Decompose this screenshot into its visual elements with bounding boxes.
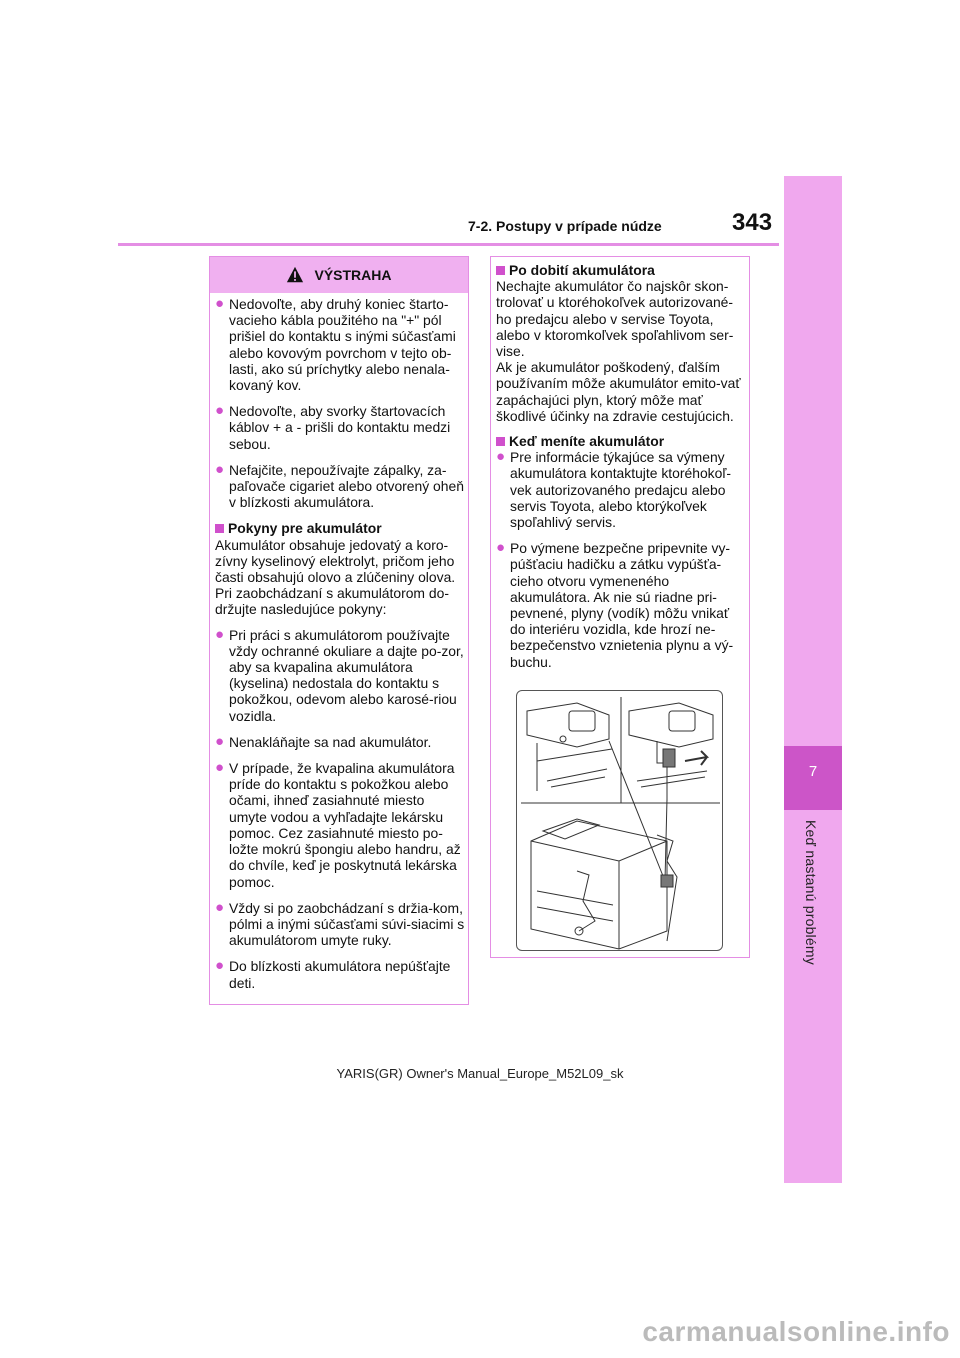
- section-title: 7-2. Postupy v prípade núdze: [468, 218, 662, 234]
- bullet-dot-icon: ●: [215, 460, 225, 478]
- bullet-dot-icon: ●: [496, 448, 506, 466]
- list-item: ● V prípade, že kvapalina akumulátora príde do kontaktu s pokožkou alebo očami, ihneď zasiahnuté miesto umyte vodou a vyhľadajte lekársku pomoc. Cez zasiahnuté miesto po-ložte mokrú špongiu alebo handru, až do chvíle, keď je poskytnutá lekárska pomoc.: [215, 759, 461, 890]
- bullet-dot-icon: ●: [215, 625, 225, 643]
- list-item: ● Do blízkosti akumulátora nepúšťajte deti.: [215, 957, 451, 991]
- section-text: Nechajte akumulátor čo najskôr skon-trolovať u ktoréhokoľvek autorizované-ho predajcu alebo v servise Toyota, alebo v ktoromkoľvek spoľahlivom ser-vise.: [496, 278, 734, 360]
- bullet-dot-icon: ●: [215, 402, 225, 420]
- square-bullet-icon: [496, 437, 505, 446]
- list-item: ● Nenakláňajte sa nad akumulátor.: [215, 732, 432, 750]
- warning-triangle-icon: [286, 266, 304, 284]
- bullet-dot-icon: ●: [215, 759, 225, 777]
- list-item: ● Pri práci s akumulátorom používajte vždy ochranné okuliare a dajte po-zor, aby sa kvapalina akumulátora (kyselina) nedostala do kontaktu s pokožkou, odevom alebo karosé-riou vozidla.: [215, 625, 464, 724]
- watermark: carmanualsonline.info: [642, 1316, 950, 1347]
- chapter-number: 7: [808, 763, 818, 780]
- section-heading: Keď meníte akumulátor: [496, 433, 748, 449]
- bullet-dot-icon: ●: [496, 539, 506, 557]
- header-rule: [118, 243, 779, 246]
- list-item: ● Pre informácie týkajúce sa výmeny akumulátora kontaktujte ktoréhokoľ-vek autorizovaného predajcu alebo servis Toyota, alebo ktorýkoľvek spoľahlivý servis.: [496, 448, 732, 531]
- bullet-dot-icon: ●: [215, 732, 225, 750]
- square-bullet-icon: [215, 524, 224, 533]
- list-item: ● Po výmene bezpečne pripevnite vy-púšťaciu hadičku a zátku vypúšťa-cieho otvoru vymeneného akumulátora. Ak nie sú riadne pri-pevnené, plyny (vodík) môžu vnikať do interiéru vozidla, kde hrozí ne-bezpečenstvo vznietenia plynu a vý-buchu.: [496, 539, 734, 670]
- section-text: Ak je akumulátor poškodený, ďalším používaním môže akumulátor emito-vať zapáchajúci plyn, ktorý môže mať škodlivé účinky na zdravie cestujúcich.: [496, 359, 741, 424]
- chapter-title: Keď nastanú problémy: [803, 820, 819, 965]
- battery-illustration: [516, 690, 723, 951]
- section-heading: Po dobití akumulátora: [496, 262, 748, 278]
- bullet-dot-icon: ●: [215, 295, 225, 312]
- list-item: ● Vždy si po zaobchádzaní s držia-kom, pólmi a inými súčasťami súvi-siacimi s akumulátorom umyte ruky.: [215, 898, 465, 949]
- list-item: ● Nefajčite, nepoužívajte zápalky, za-paľovače cigariet alebo otvorený oheň v blízkosti akumulátora.: [215, 460, 464, 511]
- battery-precautions-section: [215, 520, 465, 990]
- warning-title: VÝSTRAHA: [314, 267, 392, 283]
- list-item: ● Nedovoľte, aby svorky štartovacích káblov + a - prišli do kontaktu medzi sebou.: [215, 402, 451, 452]
- warning-header: [210, 257, 468, 293]
- chapter-side-tab: [784, 176, 842, 1183]
- warning-content: [215, 296, 465, 1001]
- section-text: Akumulátor obsahuje jedovatý a koro-zívny kyselinový elektrolyt, pričom jeho časti obsahujú olovo a zlúčeniny olova. Pri zaobchádzaní s akumulátorom do-držujte nasledujúce pokyny:: [215, 536, 456, 618]
- bullet-dot-icon: ●: [215, 957, 225, 975]
- bullet-dot-icon: ●: [215, 898, 225, 916]
- page-number: 343: [732, 209, 773, 236]
- info-content: [496, 262, 748, 680]
- battery-drain-hose-drawing: [517, 691, 723, 951]
- section-heading: Pokyny pre akumulátor: [215, 520, 465, 536]
- footer-text: YARIS(GR) Owner's Manual_Europe_M52L09_sk: [336, 1066, 624, 1081]
- list-item: ● Nedovoľte, aby druhý koniec štarto-vacieho kábla použitého na "+" pól prišiel do kontaktu s inými súčasťami alebo kovovým povrchom v tejto ob-lasti, ako sú príchytky alebo nenala-kovaný kov.: [215, 295, 456, 394]
- square-bullet-icon: [496, 266, 505, 275]
